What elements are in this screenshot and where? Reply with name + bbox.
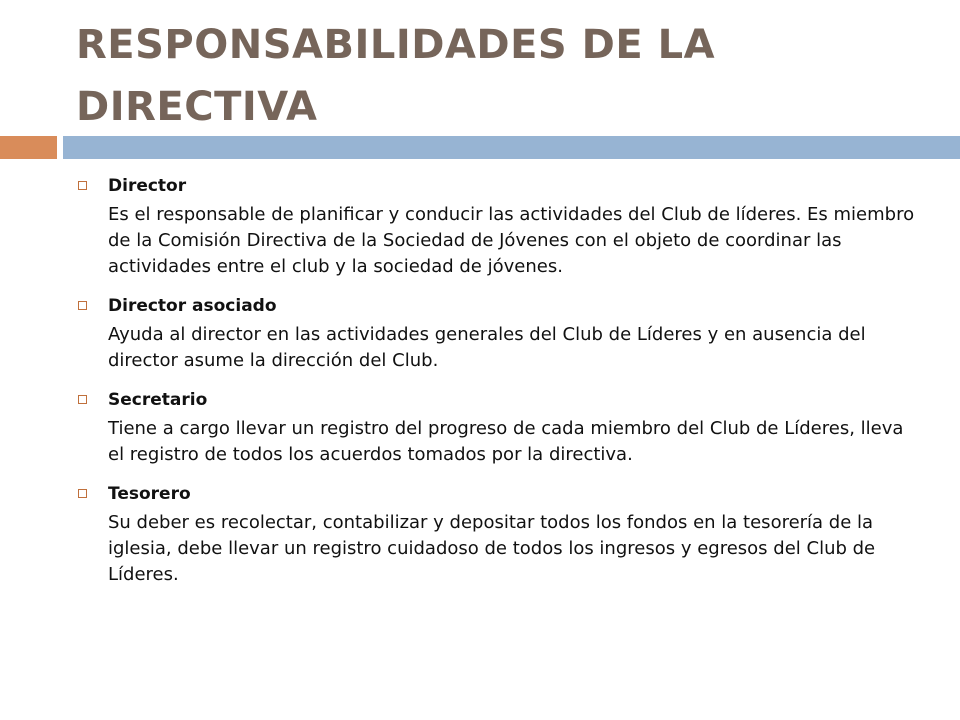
hollow-square-icon xyxy=(78,301,87,310)
item-description: Ayuda al director en las actividades generales del Club de Líderes y en ausencia del director asume la dirección del Club. xyxy=(108,324,866,371)
slide-title: RESPONSABILIDADES DE LA DIRECTIVA xyxy=(76,22,716,130)
item-description: Es el responsable de planificar y conducir las actividades del Club de líderes. Es miembro de la Comisión Directiva de la Sociedad de Jóvenes con el objeto de coordinar las actividades entre el club y la sociedad de jóvenes. xyxy=(108,204,915,277)
list-item-director-asociado xyxy=(76,292,916,374)
item-heading-row xyxy=(76,386,916,414)
list-item-secretario xyxy=(76,386,916,468)
bullet-list xyxy=(76,172,916,600)
item-description: Su deber es recolectar, contabilizar y depositar todos los fondos en la tesorería de la iglesia, debe llevar un registro cuidadoso de todos los ingresos y egresos del Club de Líderes. xyxy=(108,512,876,585)
item-heading-row xyxy=(76,480,916,508)
hollow-square-icon xyxy=(78,395,87,404)
item-heading-row xyxy=(76,172,916,200)
item-heading-row xyxy=(76,292,916,320)
list-item-tesorero xyxy=(76,480,916,588)
hollow-square-icon xyxy=(78,181,87,190)
accent-bar-orange xyxy=(0,136,57,159)
accent-bar-blue xyxy=(63,136,960,159)
item-heading: Tesorero xyxy=(108,484,191,504)
item-heading: Director xyxy=(108,176,187,196)
hollow-square-icon xyxy=(78,489,87,498)
item-heading: Director asociado xyxy=(108,296,277,316)
list-item-director xyxy=(76,172,916,280)
item-description: Tiene a cargo llevar un registro del progreso de cada miembro del Club de Líderes, lleva el registro de todos los acuerdos tomados por la directiva. xyxy=(108,418,904,465)
item-heading: Secretario xyxy=(108,390,208,410)
